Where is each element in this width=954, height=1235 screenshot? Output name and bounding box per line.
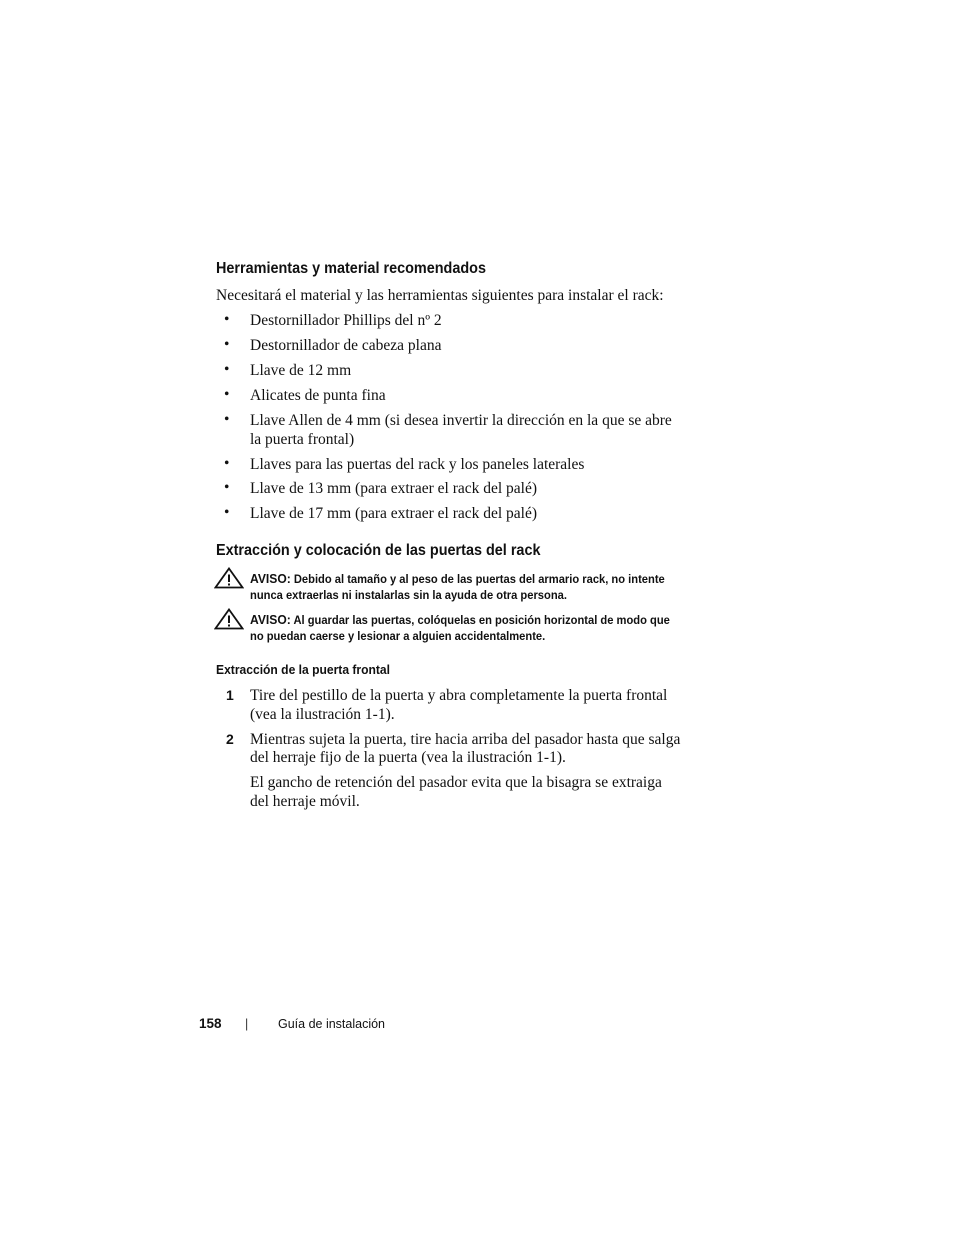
subheading-front-door: Extracción de la puerta frontal	[216, 662, 391, 677]
bullet-dot-icon: •	[224, 386, 230, 403]
step-note: El gancho de retención del pasador evita que la bisagra se extraiga del herraje móvil.	[250, 774, 662, 810]
warning-notice: AVISO: Debido al tamaño y al peso de las puertas del armario rack, no intente nunca extraerlas ni instalarlas sin la ayuda de otra persona.	[250, 571, 665, 602]
intro-paragraph: Necesitará el material y las herramientas siguientes para instalar el rack:	[216, 287, 664, 304]
footer-separator: |	[245, 1017, 249, 1031]
bullet-dot-icon: •	[224, 455, 230, 472]
bullet-dot-icon: •	[224, 411, 230, 428]
bullet-dot-icon: •	[224, 311, 230, 328]
warning-notice: AVISO: Al guardar las puertas, colóquelas en posición horizontal de modo que no puedan caerse y lesionar a alguien accidentalmente.	[250, 612, 670, 643]
step-number: 2	[226, 731, 234, 747]
bullet-dot-icon: •	[224, 361, 230, 378]
notice-label: AVISO:	[250, 612, 291, 627]
warning-triangle-icon	[214, 567, 244, 589]
page-number: 158	[199, 1016, 222, 1031]
section-heading-doors: Extracción y colocación de las puertas del rack	[216, 542, 541, 559]
bullet-dot-icon: •	[224, 479, 230, 496]
bullet-dot-icon: •	[224, 504, 230, 521]
bullet-dot-icon: •	[224, 336, 230, 353]
section-heading-tools: Herramientas y material recomendados	[216, 260, 487, 277]
warning-triangle-icon	[214, 608, 244, 630]
step-number: 1	[226, 687, 234, 703]
notice-label: AVISO:	[250, 571, 291, 586]
footer-title: Guía de instalación	[278, 1017, 386, 1031]
